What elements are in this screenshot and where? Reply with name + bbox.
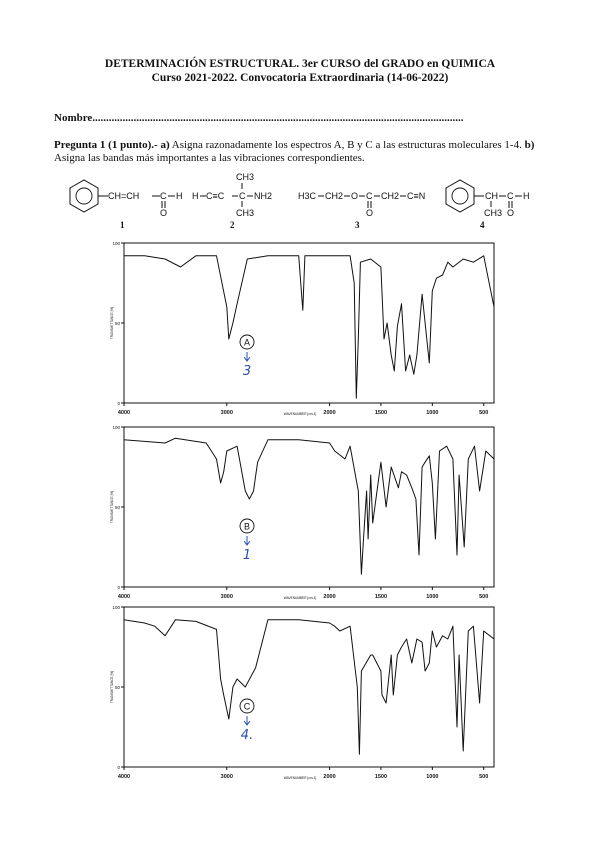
s4-ch: CH [485, 191, 498, 201]
x-tick-label: 3000 [220, 410, 233, 416]
x-tick-label: 4000 [117, 594, 131, 600]
x-tick-label: 3000 [220, 594, 233, 600]
ir-spectrum-b [100, 421, 500, 603]
s3-ch2-b: CH2 [381, 191, 400, 201]
benzene-aromatic-circle-4 [452, 188, 468, 204]
y-tick-label: 50 [114, 685, 120, 690]
s3-o: O [351, 191, 359, 201]
y-axis-label: TRANSMITTANCE [%] [110, 490, 114, 524]
s3-c: C [366, 191, 373, 201]
handwritten-answer: 1 [242, 548, 252, 563]
benzene-ring-4 [446, 180, 474, 212]
structure-1 [70, 180, 183, 230]
spectrum-trace [124, 256, 494, 398]
x-tick-label: 1000 [426, 594, 439, 600]
x-tick-label: 2000 [323, 594, 336, 600]
x-tick-label: 1500 [374, 410, 388, 416]
question-text [54, 139, 550, 165]
name-field[interactable] [54, 112, 554, 124]
x-tick-label: 500 [479, 774, 489, 780]
s3-cn: C≡N [407, 191, 426, 201]
x-tick-label: 4000 [117, 774, 131, 780]
spectrum-letter: A [243, 337, 251, 348]
spectrum-trace [124, 438, 494, 574]
s3-h3c: H3C [298, 191, 317, 201]
s2-nh2: NH2 [254, 191, 273, 201]
y-tick-label: 100 [112, 241, 120, 246]
x-tick-label: 500 [479, 410, 489, 416]
y-tick-label: 0 [117, 401, 120, 406]
y-tick-label: 100 [112, 425, 120, 430]
handwritten-answer: 4. [240, 728, 254, 743]
plot-frame [124, 607, 494, 767]
s2-h: H [192, 191, 199, 201]
x-tick-label: 3000 [220, 774, 233, 780]
s2-ch3-bottom: CH3 [236, 208, 255, 218]
structure-number-3: 3 [355, 220, 360, 230]
x-tick-label: 1500 [374, 774, 388, 780]
x-tick-label: 1000 [426, 410, 439, 416]
x-axis-label: WAVENUMBER [cm-1] [283, 596, 317, 600]
benzene-aromatic-circle-1 [76, 188, 92, 204]
s1-c: C [160, 191, 167, 201]
ir-spectrum-a [100, 237, 500, 419]
structure-number-2: 2 [230, 220, 235, 230]
structure-2 [192, 172, 272, 230]
y-axis-label: TRANSMITTANCE [%] [110, 306, 114, 340]
s4-h: H [523, 191, 530, 201]
s2-cc: C≡C [206, 191, 225, 201]
s4-o: O [507, 208, 515, 218]
s1-h: H [176, 191, 183, 201]
y-tick-label: 50 [114, 505, 120, 510]
name-dotted-line: ....................................................................................................................................... [92, 112, 464, 124]
spectrum-trace [124, 620, 494, 754]
structure-number-1: 1 [120, 220, 125, 230]
benzene-ring-1 [70, 180, 98, 212]
spectrum-letter: C [243, 701, 251, 712]
question-part-b: Asigna las bandas más importantes a las vibraciones correspondientes. [54, 152, 365, 164]
molecular-structures [40, 170, 560, 238]
y-tick-label: 0 [117, 765, 120, 770]
x-tick-label: 2000 [323, 774, 336, 780]
header-line-1: DETERMINACIÓN ESTRUCTURAL. 3er CURSO del GRADO en QUIMICA [104, 58, 496, 70]
s2-ch3-top: CH3 [236, 172, 255, 182]
name-label: Nombre [54, 112, 93, 124]
handwritten-answer: 3 [242, 364, 252, 379]
ir-spectrum-c [100, 601, 500, 783]
x-tick-label: 2000 [323, 410, 336, 416]
s1-chch: CH=CH [108, 191, 140, 201]
s4-ch3: CH3 [484, 208, 503, 218]
structure-3 [298, 191, 425, 230]
x-tick-label: 500 [479, 594, 489, 600]
y-axis-label: TRANSMITTANCE [%] [110, 670, 114, 704]
y-tick-label: 100 [112, 605, 120, 610]
question-lead: Pregunta 1 (1 punto).- a) [54, 139, 170, 151]
s4-c: C [507, 191, 514, 201]
s3-ch2: CH2 [325, 191, 344, 201]
plot-frame [124, 427, 494, 587]
question-lead-b: b) [524, 139, 535, 151]
x-axis-label: WAVENUMBER [cm-1] [283, 412, 317, 416]
s2-c: C [239, 191, 246, 201]
x-tick-label: 1500 [374, 594, 388, 600]
header-line-2: Curso 2021-2022. Convocatoria Extraordinaria (14-06-2022) [151, 72, 449, 84]
question-part-a: Asigna razonadamente los espectros A, B y C a las estructuras moleculares 1-4. [169, 139, 525, 151]
structure-number-4: 4 [480, 220, 485, 230]
structure-4 [446, 180, 530, 230]
s3-o-carbonyl: O [366, 208, 374, 218]
x-axis-label: WAVENUMBER [cm-1] [283, 776, 317, 780]
x-tick-label: 4000 [117, 410, 131, 416]
y-tick-label: 0 [117, 585, 120, 590]
s1-o: O [160, 208, 168, 218]
y-tick-label: 50 [114, 321, 120, 326]
spectrum-letter: B [243, 521, 251, 532]
x-tick-label: 1000 [426, 774, 439, 780]
